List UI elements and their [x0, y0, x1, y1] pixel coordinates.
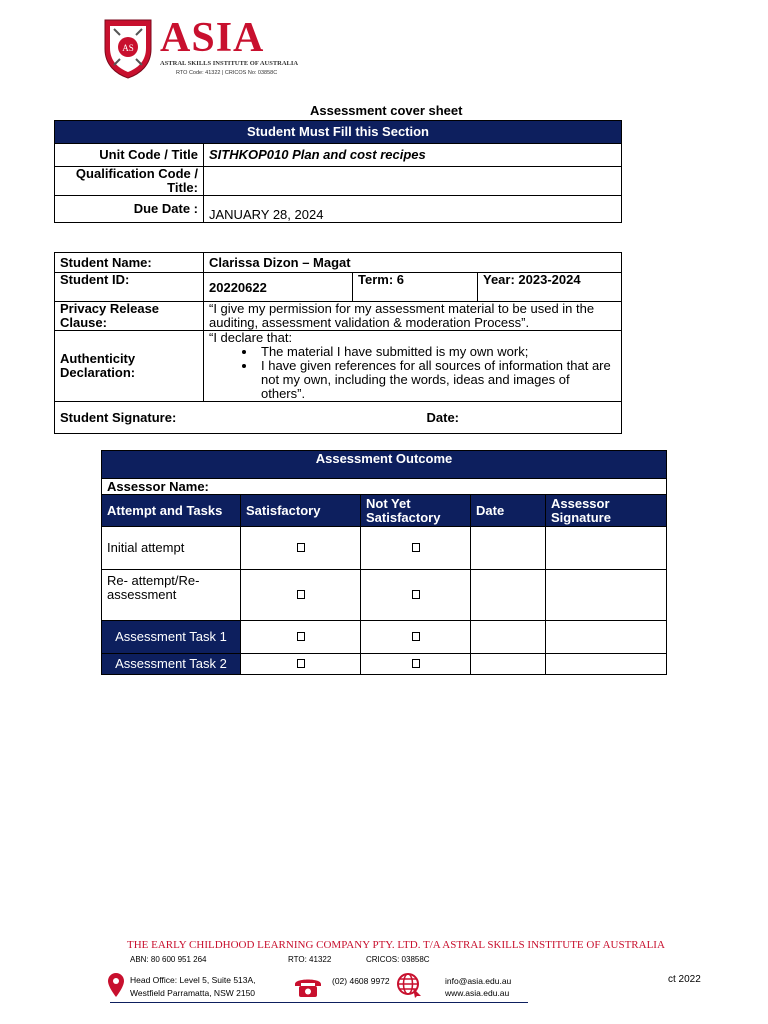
- date-cell[interactable]: [471, 527, 546, 570]
- unit-code-label: Unit Code / Title: [55, 144, 204, 167]
- checkbox-not-yet-satisfactory[interactable]: [361, 527, 471, 570]
- due-date-label: Due Date :: [55, 196, 204, 223]
- footer-address-line2: Westfield Parramatta, NSW 2150: [130, 988, 256, 998]
- student-id-label: Student ID:: [55, 273, 204, 302]
- footer-cricos: CRICOS: 03858C: [366, 955, 430, 964]
- checkbox-satisfactory[interactable]: [241, 527, 361, 570]
- cover-table: [54, 120, 622, 223]
- qualification-value: [204, 167, 622, 196]
- col-date: Date: [471, 495, 546, 527]
- checkbox-satisfactory[interactable]: [241, 570, 361, 621]
- footer-divider: [110, 1002, 528, 1003]
- footer-abn: ABN: 80 600 951 264: [130, 955, 207, 964]
- authenticity-item: • I have given references for all sources of information that are not my own, including the words, ideas and images of others”.: [257, 359, 616, 401]
- date-cell[interactable]: [471, 570, 546, 621]
- logo-subtitle: ASTRAL SKILLS INSTITUTE OF AUSTRALIA: [160, 60, 299, 67]
- date-cell[interactable]: [471, 654, 546, 675]
- logo: [102, 17, 302, 79]
- footer-phone: (02) 4608 9972: [332, 976, 390, 986]
- footer-email[interactable]: info@asia.edu.au: [445, 976, 512, 986]
- checkbox-not-yet-satisfactory[interactable]: [361, 570, 471, 621]
- term-value: Term: 6: [353, 273, 478, 302]
- col-attempt: Attempt and Tasks: [102, 495, 241, 527]
- authenticity-label: Authenticity Declaration:: [55, 331, 204, 402]
- phone-icon: [293, 976, 323, 998]
- checkbox-not-yet-satisfactory[interactable]: [361, 654, 471, 675]
- authenticity-item: • The material I have submitted is my own work;: [257, 345, 616, 359]
- footer-version: ct 2022: [668, 974, 701, 985]
- row-initial-attempt: Initial attempt: [102, 527, 241, 570]
- page-title: Assessment cover sheet: [310, 103, 463, 118]
- logo-seal-icon: [102, 17, 154, 79]
- checkbox-satisfactory[interactable]: [241, 621, 361, 654]
- outcome-header: Assessment Outcome: [102, 451, 667, 479]
- date-cell[interactable]: [471, 621, 546, 654]
- signature-label: Student Signature:: [60, 409, 177, 425]
- signature-cell[interactable]: [546, 654, 667, 675]
- student-table: [54, 252, 622, 434]
- checkbox-not-yet-satisfactory[interactable]: [361, 621, 471, 654]
- footer-company: THE EARLY CHILDHOOD LEARNING COMPANY PTY. LTD. T/A ASTRAL SKILLS INSTITUTE OF AUSTRALIA: [127, 939, 665, 951]
- row-assessment-task-2: Assessment Task 2: [102, 654, 241, 675]
- row-re-attempt: Re- attempt/Re-assessment: [102, 570, 241, 621]
- footer-address-line1: Head Office: Level 5, Suite 513A,: [130, 975, 256, 985]
- date-label: Date:: [426, 409, 460, 425]
- location-pin-icon: [108, 973, 124, 997]
- footer-web[interactable]: www.asia.edu.au: [445, 988, 510, 998]
- year-value: Year: 2023-2024: [478, 273, 622, 302]
- due-date-value: JANUARY 28, 2024: [204, 196, 622, 223]
- student-name-value: Clarissa Dizon – Magat: [204, 253, 622, 273]
- unit-code-value: SITHKOP010 Plan and cost recipes: [204, 144, 622, 167]
- signature-row: [55, 402, 622, 434]
- footer-rto: RTO: 41322: [288, 955, 332, 964]
- logo-codes: RTO Code: 41322 | CRICOS No: 03858C: [176, 70, 278, 76]
- qualification-label: Qualification Code / Title:: [55, 167, 204, 196]
- cover-header: Student Must Fill this Section: [55, 121, 622, 144]
- col-satisfactory: Satisfactory: [241, 495, 361, 527]
- svg-text:AS: AS: [122, 43, 134, 53]
- globe-icon: [396, 972, 422, 998]
- authenticity-declaration: [204, 331, 622, 402]
- row-assessment-task-1: Assessment Task 1: [102, 621, 241, 654]
- col-assessor-signature: Assessor Signature: [546, 495, 667, 527]
- assessor-name-label: Assessor Name:: [102, 479, 667, 495]
- outcome-table: [101, 450, 667, 675]
- checkbox-satisfactory[interactable]: [241, 654, 361, 675]
- signature-cell[interactable]: [546, 570, 667, 621]
- student-id-value: 20220622: [204, 273, 353, 302]
- logo-brand: ASIA: [160, 15, 265, 61]
- signature-cell[interactable]: [546, 527, 667, 570]
- privacy-text: “I give my permission for my assessment material to be used in the auditing, assessment validation & moderation Process”.: [204, 302, 622, 331]
- privacy-label: Privacy Release Clause:: [55, 302, 204, 331]
- signature-cell[interactable]: [546, 621, 667, 654]
- authenticity-list: [209, 345, 616, 401]
- student-name-label: Student Name:: [55, 253, 204, 273]
- col-not-yet-satisfactory: Not Yet Satisfactory: [361, 495, 471, 527]
- authenticity-intro: “I declare that:: [209, 330, 293, 345]
